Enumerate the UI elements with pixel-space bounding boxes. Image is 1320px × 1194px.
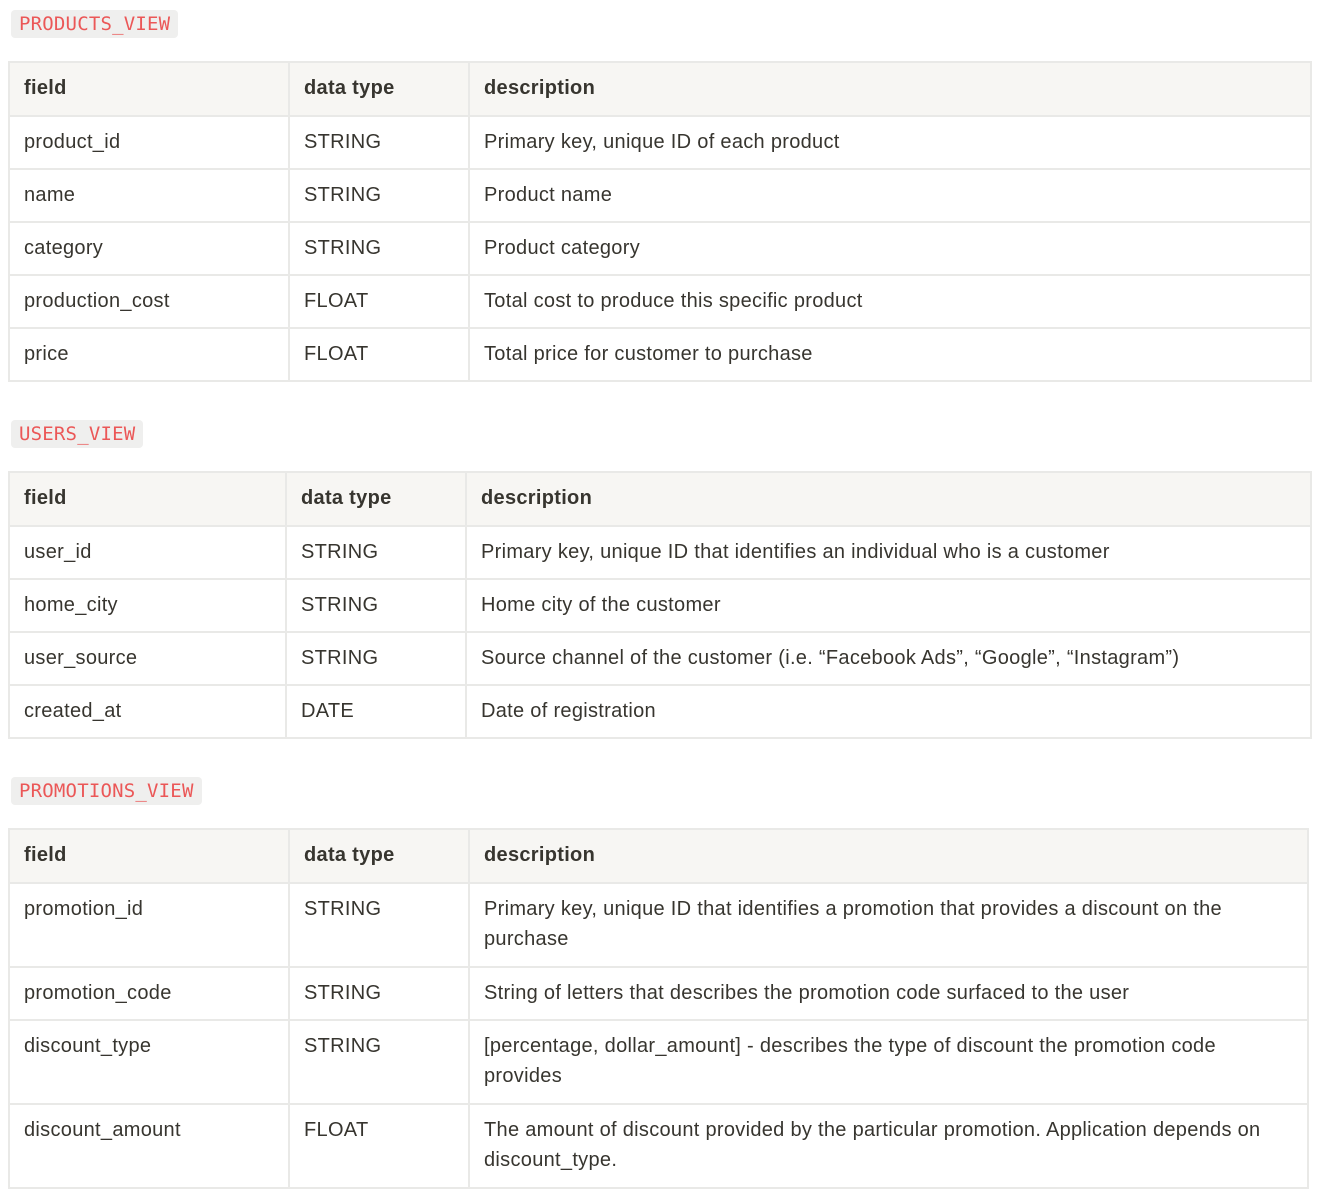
- description-cell: String of letters that describes the promotion code surfaced to the user: [469, 967, 1308, 1020]
- table-row: [9, 883, 1308, 967]
- table-header-row: [9, 472, 1311, 526]
- table-row: [9, 967, 1308, 1020]
- table-header-row: [9, 62, 1311, 116]
- column-header-description: description: [466, 472, 1311, 526]
- table-row: [9, 579, 1311, 632]
- data-type-cell: STRING: [286, 526, 466, 579]
- description-cell: Home city of the customer: [466, 579, 1311, 632]
- table-row: [9, 1020, 1308, 1104]
- column-header-data-type: data type: [286, 472, 466, 526]
- field-cell: category: [9, 222, 289, 275]
- field-cell: name: [9, 169, 289, 222]
- data-type-cell: STRING: [289, 1020, 469, 1104]
- table-row: [9, 1104, 1308, 1188]
- field-cell: production_cost: [9, 275, 289, 328]
- column-header-description: description: [469, 829, 1308, 883]
- description-cell: The amount of discount provided by the particular promotion. Application depends on discount_type.: [469, 1104, 1308, 1188]
- description-cell: Product name: [469, 169, 1311, 222]
- field-cell: product_id: [9, 116, 289, 169]
- products-view-label: PRODUCTS_VIEW: [11, 10, 178, 38]
- table-row: [9, 275, 1311, 328]
- field-cell: promotion_id: [9, 883, 289, 967]
- field-cell: price: [9, 328, 289, 381]
- table-row: [9, 632, 1311, 685]
- table-row: [9, 169, 1311, 222]
- data-type-cell: STRING: [289, 116, 469, 169]
- column-header-field: field: [9, 62, 289, 116]
- table-row: [9, 685, 1311, 738]
- users-view-table: [8, 471, 1312, 739]
- description-cell: Primary key, unique ID that identifies a promotion that provides a discount on the purchase: [469, 883, 1308, 967]
- column-header-data-type: data type: [289, 829, 469, 883]
- table-header-row: [9, 829, 1308, 883]
- field-cell: user_source: [9, 632, 286, 685]
- data-type-cell: FLOAT: [289, 1104, 469, 1188]
- data-type-cell: FLOAT: [289, 275, 469, 328]
- data-type-cell: STRING: [289, 222, 469, 275]
- description-cell: [percentage, dollar_amount] - describes the type of discount the promotion code provides: [469, 1020, 1308, 1104]
- description-cell: Date of registration: [466, 685, 1311, 738]
- data-type-cell: FLOAT: [289, 328, 469, 381]
- description-cell: Primary key, unique ID that identifies an individual who is a customer: [466, 526, 1311, 579]
- table-row: [9, 328, 1311, 381]
- promotions-view-label: PROMOTIONS_VIEW: [11, 777, 202, 805]
- data-type-cell: STRING: [289, 169, 469, 222]
- column-header-description: description: [469, 62, 1311, 116]
- data-type-cell: STRING: [286, 632, 466, 685]
- description-cell: Total cost to produce this specific product: [469, 275, 1311, 328]
- table-row: [9, 222, 1311, 275]
- field-cell: discount_amount: [9, 1104, 289, 1188]
- data-type-cell: STRING: [289, 883, 469, 967]
- users-view-label: USERS_VIEW: [11, 420, 143, 448]
- field-cell: user_id: [9, 526, 286, 579]
- field-cell: home_city: [9, 579, 286, 632]
- column-header-field: field: [9, 829, 289, 883]
- data-type-cell: STRING: [286, 579, 466, 632]
- data-type-cell: STRING: [289, 967, 469, 1020]
- table-row: [9, 526, 1311, 579]
- description-cell: Source channel of the customer (i.e. “Facebook Ads”, “Google”, “Instagram”): [466, 632, 1311, 685]
- field-cell: promotion_code: [9, 967, 289, 1020]
- field-cell: created_at: [9, 685, 286, 738]
- description-cell: Total price for customer to purchase: [469, 328, 1311, 381]
- promotions-view-table: [8, 828, 1309, 1189]
- field-cell: discount_type: [9, 1020, 289, 1104]
- description-cell: Primary key, unique ID of each product: [469, 116, 1311, 169]
- description-cell: Product category: [469, 222, 1311, 275]
- column-header-data-type: data type: [289, 62, 469, 116]
- data-type-cell: DATE: [286, 685, 466, 738]
- column-header-field: field: [9, 472, 286, 526]
- products-view-table: [8, 61, 1312, 382]
- table-row: [9, 116, 1311, 169]
